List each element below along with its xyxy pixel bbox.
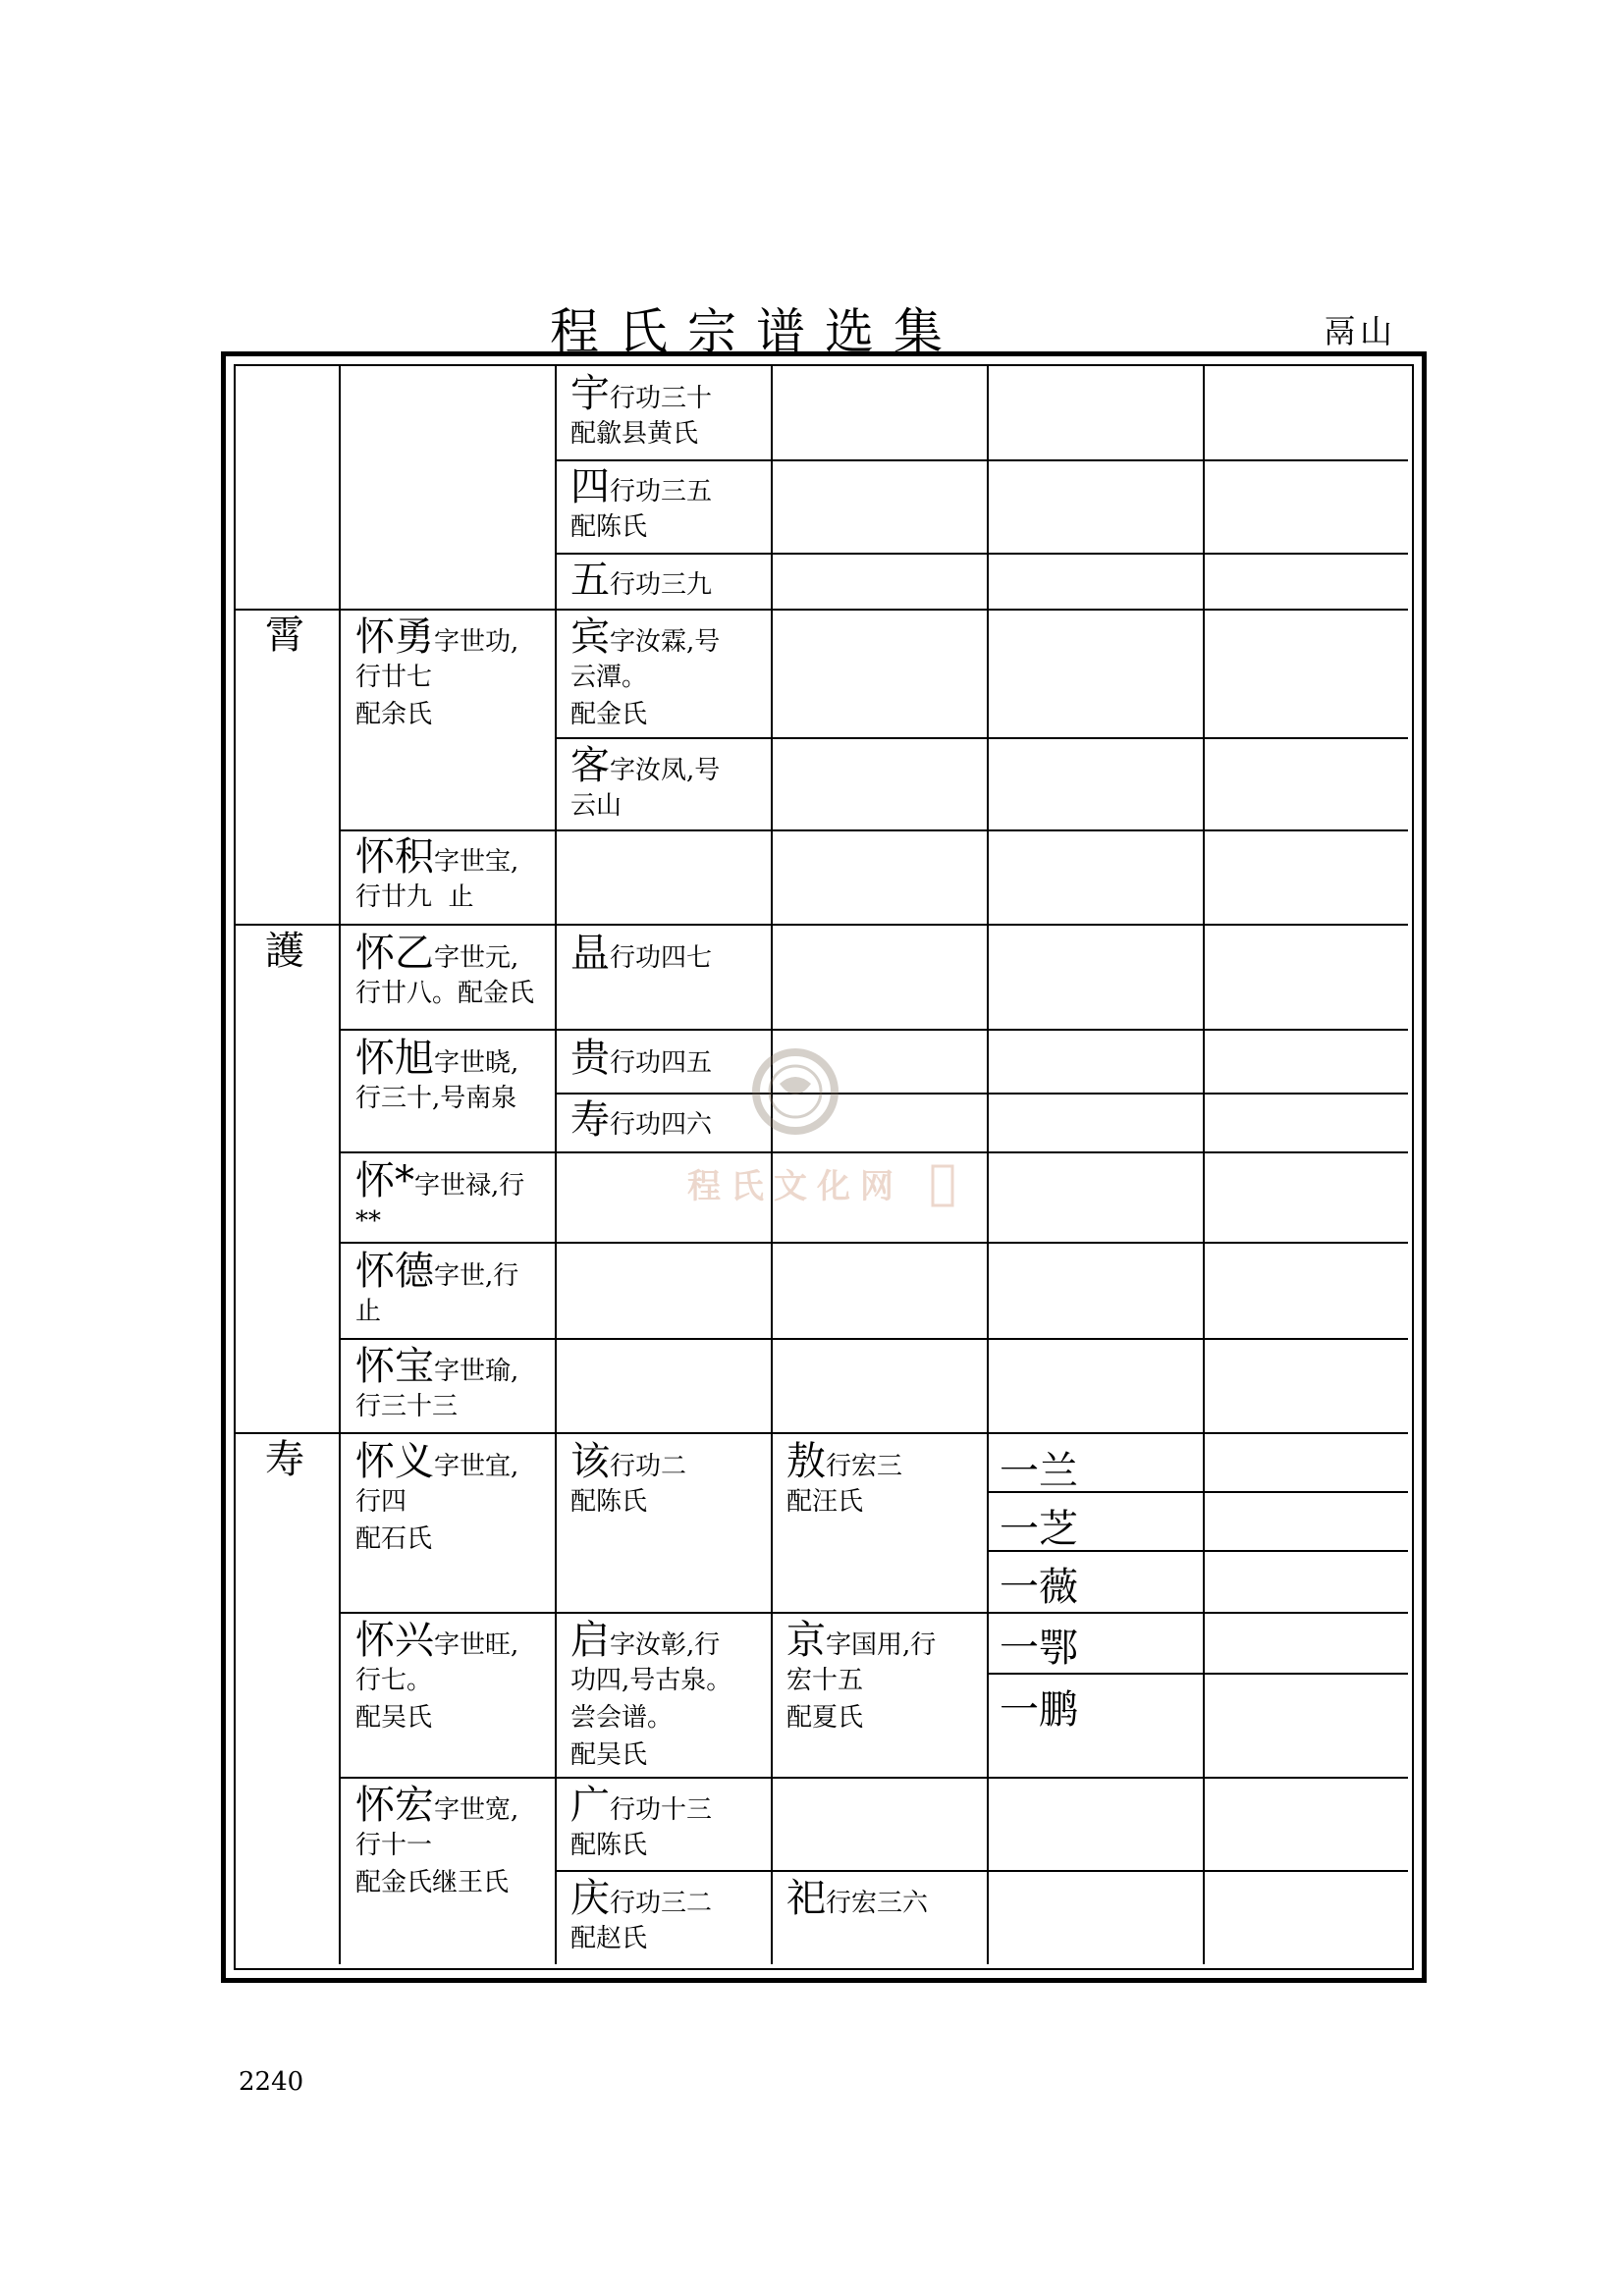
col-line — [555, 366, 557, 1964]
entry-huaixing — [355, 1619, 518, 1736]
entry-jing — [786, 1619, 936, 1736]
entry-note: 配金氏 — [570, 700, 648, 729]
place-label: 鬲山 — [1324, 312, 1396, 350]
row-line — [555, 737, 1408, 739]
watermark-text: 程氏文化网 — [687, 1167, 903, 1206]
entry-name: 昷 — [570, 931, 610, 976]
entry-huaixu — [355, 1037, 518, 1117]
entry-note: 字世禄,行 — [414, 1171, 525, 1201]
entry-name: 怀勇 — [355, 614, 434, 660]
entry-huaiji — [355, 835, 518, 916]
entry-note: 字世宝, — [434, 847, 519, 877]
row-line — [339, 1338, 1408, 1340]
entry-note: 字世瑜, — [434, 1357, 519, 1386]
entry-yu — [570, 372, 712, 453]
entry-name: 怀宝 — [355, 1344, 434, 1389]
col-line — [1203, 366, 1205, 1964]
entry-note: 配吴氏 — [570, 1740, 648, 1770]
entry-note: 配陈氏 — [570, 1831, 648, 1860]
entry-qi — [570, 1619, 731, 1774]
entry-note: 行功三二 — [610, 1889, 713, 1918]
entry-note: 尝会谱。 — [570, 1703, 674, 1733]
row-line — [555, 553, 1408, 555]
entry-note: 止 — [355, 1297, 382, 1326]
entry-note: 字世宽, — [434, 1795, 519, 1825]
generation-label-xiao: 霄 — [265, 613, 304, 658]
entry-note: 行廿八。配金氏 — [355, 979, 535, 1008]
generation-label-shou: 寿 — [265, 1437, 304, 1482]
entry-ao — [786, 1440, 902, 1521]
entry-note: 字汝彰,行 — [610, 1630, 721, 1660]
entry-min — [570, 932, 712, 975]
generation-label-hu: 護 — [265, 929, 304, 974]
entry-note: 配石氏 — [355, 1524, 433, 1554]
entry-note: 功四,号古泉。 — [570, 1666, 732, 1695]
entry-name: 怀乙 — [355, 931, 434, 976]
entry-note: 字汝凤,号 — [610, 756, 721, 785]
entry-note: 字世宜, — [434, 1452, 519, 1481]
row-line — [987, 1673, 1408, 1675]
page-title: 程氏宗谱选集 — [550, 303, 962, 360]
entry-name: 贵 — [570, 1036, 610, 1081]
entry-note: 行宏三六 — [826, 1889, 929, 1918]
entry-note: 行四 — [355, 1487, 407, 1517]
entry-note: 字世元, — [434, 943, 519, 973]
row-line — [236, 924, 1408, 926]
entry-note: 配陈氏 — [570, 512, 648, 542]
entry-name: 四 — [570, 464, 610, 509]
entry-name: 怀宏 — [355, 1783, 434, 1828]
child-yizhi: 一芝 — [1000, 1507, 1078, 1552]
row-line — [236, 609, 1408, 611]
entry-name: 客 — [570, 743, 610, 788]
entry-guang — [570, 1784, 712, 1864]
entry-name: 怀德 — [355, 1249, 434, 1294]
row-line — [339, 1612, 1408, 1614]
entry-name: 庆 — [570, 1876, 610, 1921]
entry-note: 配赵氏 — [570, 1924, 648, 1953]
entry-note: 行功四五 — [610, 1048, 713, 1078]
entry-huaihong — [355, 1784, 518, 1901]
child-yiwei: 一薇 — [1000, 1565, 1078, 1610]
entry-si — [570, 465, 712, 546]
entry-qing — [570, 1877, 712, 1957]
entry-note: ** — [355, 1206, 381, 1236]
entry-bin — [570, 615, 720, 733]
child-yipeng: 一鹏 — [1000, 1687, 1078, 1733]
entry-note: 配金氏继王氏 — [355, 1868, 510, 1897]
entry-ci — [786, 1877, 928, 1920]
entry-note: 行十一 — [355, 1831, 433, 1860]
entry-name: 五 — [570, 558, 610, 603]
entry-note: 配汪氏 — [786, 1487, 864, 1517]
entry-note: 字国用,行 — [826, 1630, 937, 1660]
entry-name: 寿 — [570, 1097, 610, 1143]
entry-note: 行功三十 — [610, 384, 713, 413]
child-yilan: 一兰 — [1000, 1449, 1078, 1494]
entry-name: 广 — [570, 1783, 610, 1828]
entry-note: 字世,行 — [434, 1261, 519, 1291]
entry-name: 怀兴 — [355, 1618, 434, 1663]
entry-name: 怀义 — [355, 1439, 434, 1484]
entry-wu — [570, 559, 712, 602]
entry-ke — [570, 744, 720, 825]
entry-huaibao — [355, 1345, 518, 1425]
row-line — [555, 459, 1408, 461]
entry-note: 字世晓, — [434, 1048, 519, 1078]
entry-note: 行廿九 止 — [355, 882, 474, 912]
entry-note: 配吴氏 — [355, 1703, 433, 1733]
entry-name: 祀 — [786, 1876, 826, 1921]
watermark-logo — [687, 1041, 982, 1256]
col-line — [339, 366, 341, 1964]
entry-note: 字世功, — [434, 627, 519, 657]
entry-note: 行功四六 — [610, 1110, 713, 1140]
entry-note: 行宏三 — [826, 1452, 903, 1481]
entry-huaide — [355, 1250, 518, 1330]
row-line — [339, 829, 1408, 831]
entry-name: 宇 — [570, 371, 610, 416]
entry-note: 行三十三 — [355, 1392, 459, 1421]
entry-note: 行七。 — [355, 1666, 433, 1695]
entry-huaiyong — [355, 615, 518, 733]
entry-huaiyi2 — [355, 1440, 518, 1558]
entry-huaistar — [355, 1159, 524, 1240]
row-line — [236, 1432, 1408, 1434]
entry-note: 行功四七 — [610, 943, 713, 973]
entry-note: 行三十,号南泉 — [355, 1084, 517, 1113]
entry-name: 启 — [570, 1618, 610, 1663]
entry-name: 怀* — [355, 1158, 414, 1203]
entry-note: 行功十三 — [610, 1795, 713, 1825]
page-number: 2240 — [239, 2067, 304, 2097]
entry-note: 行功三五 — [610, 477, 713, 507]
entry-note: 配余氏 — [355, 700, 433, 729]
watermark-seal-icon — [687, 1041, 982, 1256]
entry-note: 配夏氏 — [786, 1703, 864, 1733]
entry-note: 行功三九 — [610, 570, 713, 600]
row-line — [339, 1777, 1408, 1779]
entry-note: 配陈氏 — [570, 1487, 648, 1517]
entry-note: 字世旺, — [434, 1630, 519, 1660]
entry-name: 京 — [786, 1618, 826, 1663]
entry-note: 配歙县黄氏 — [570, 419, 699, 449]
entry-note: 行廿七 — [355, 663, 433, 692]
col-line — [987, 366, 989, 1964]
entry-name: 怀旭 — [355, 1036, 434, 1081]
row-line — [339, 1029, 1408, 1031]
entry-note: 云山 — [570, 791, 623, 821]
entry-name: 敖 — [786, 1439, 826, 1484]
entry-note: 行功二 — [610, 1452, 687, 1481]
entry-note: 云潭。 — [570, 663, 648, 692]
entry-note: 字汝霖,号 — [610, 627, 721, 657]
entry-name: 怀积 — [355, 834, 434, 880]
entry-name: 宾 — [570, 614, 610, 660]
child-yie: 一鄂 — [1000, 1626, 1078, 1671]
entry-gai — [570, 1440, 686, 1521]
entry-huaiyi1 — [355, 932, 534, 1012]
entry-name: 该 — [570, 1439, 610, 1484]
entry-note: 宏十五 — [786, 1666, 864, 1695]
row-line — [555, 1870, 1408, 1872]
